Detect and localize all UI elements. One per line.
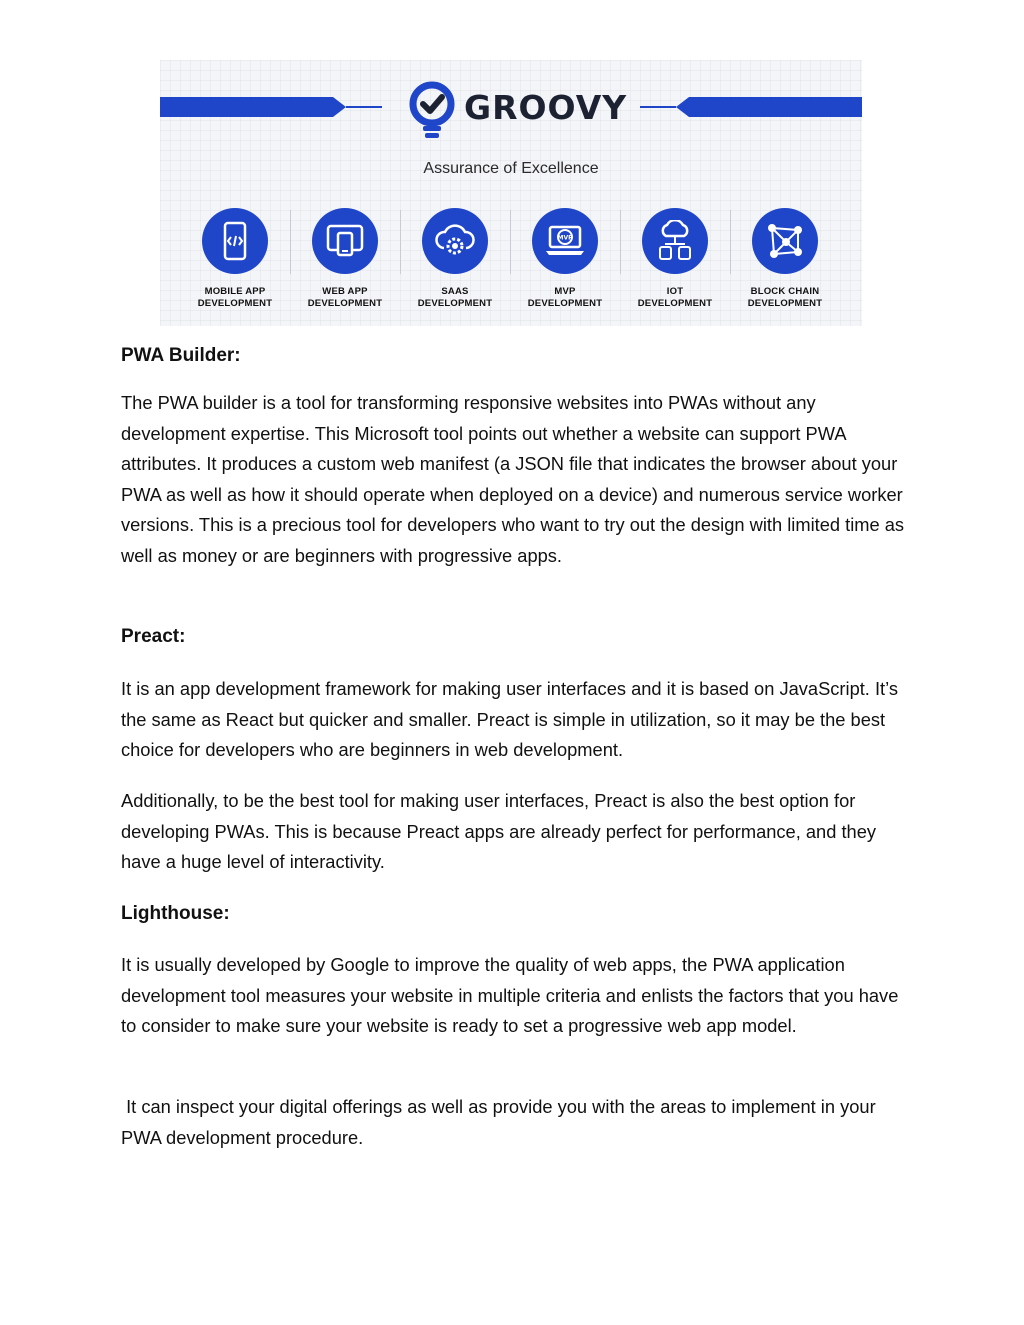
banner-right-bar [676,97,862,117]
service-label: MOBILE APP DEVELOPMENT [197,286,273,309]
service-web-app [290,206,400,316]
pwa-builder-paragraph: The PWA builder is a tool for transforming responsive websites into PWAs without any development expertise. This Microsoft tool points out whether a website can support PWA attributes. It produces a custom web manifest (a JSON file that indicates the browser about your PWA as well as how it should operate when deployed on a device) and numerous service worker versions. This is a precious tool for developers who want to try out the design with limited time as well as money or are beginners with progressive apps. [121,392,905,566]
service-label: SAAS DEVELOPMENT [417,286,493,309]
preact-paragraph-1: It is an app development framework for making user interfaces and it is based on JavaScript. It’s the same as React but quicker and smaller. Preact is simple in utilization, so it may be the best choice for developers who are beginners in web development. [121,678,898,760]
groovy-logo [406,80,646,142]
mvp-badge: MVP [557,234,573,242]
lighthouse-heading: Lighthouse: [121,903,230,924]
service-label: WEB APP DEVELOPMENT [307,286,383,309]
service-blockchain [730,206,840,316]
service-mobile-app [180,206,290,316]
preact-heading: Preact: [121,626,186,647]
groovy-bulb-icon [406,80,458,142]
web-app-icon [312,208,378,274]
banner-left-line [346,106,382,108]
service-label: MVP DEVELOPMENT [527,286,603,309]
preact-paragraph-2: Additionally, to be the best tool for making user interfaces, Preact is also the best option for developing PWAs. This is because Preact apps are already perfect for performance, and they have a huge level of interactivity. [121,790,877,872]
brand-name: GROOVY [464,88,628,127]
service-iot [620,206,730,316]
service-label: BLOCK CHAIN DEVELOPMENT [747,286,823,309]
blockchain-network-icon [752,208,818,274]
lighthouse-paragraph-1: It is usually developed by Google to improve the quality of web apps, the PWA application development tool measures your website in multiple criteria and enlists the factors that you have to consider to make sure your website is ready to set a progressive web app model. [121,954,899,1036]
iot-cloud-icon [642,208,708,274]
mobile-code-icon [202,208,268,274]
service-label: IOT DEVELOPMENT [637,286,713,309]
pwa-builder-heading: PWA Builder: [121,345,241,366]
cloud-gear-icon [422,208,488,274]
tagline: Assurance of Excellence [423,160,599,177]
groovy-banner [160,60,862,326]
service-mvp [510,206,620,316]
service-saas [400,206,510,316]
mvp-laptop-icon [532,208,598,274]
services-row [180,206,844,316]
banner-left-bar [160,97,346,117]
lighthouse-paragraph-2: It can inspect your digital offerings as well as provide you with the areas to implement in your PWA development procedure. [121,1096,881,1148]
